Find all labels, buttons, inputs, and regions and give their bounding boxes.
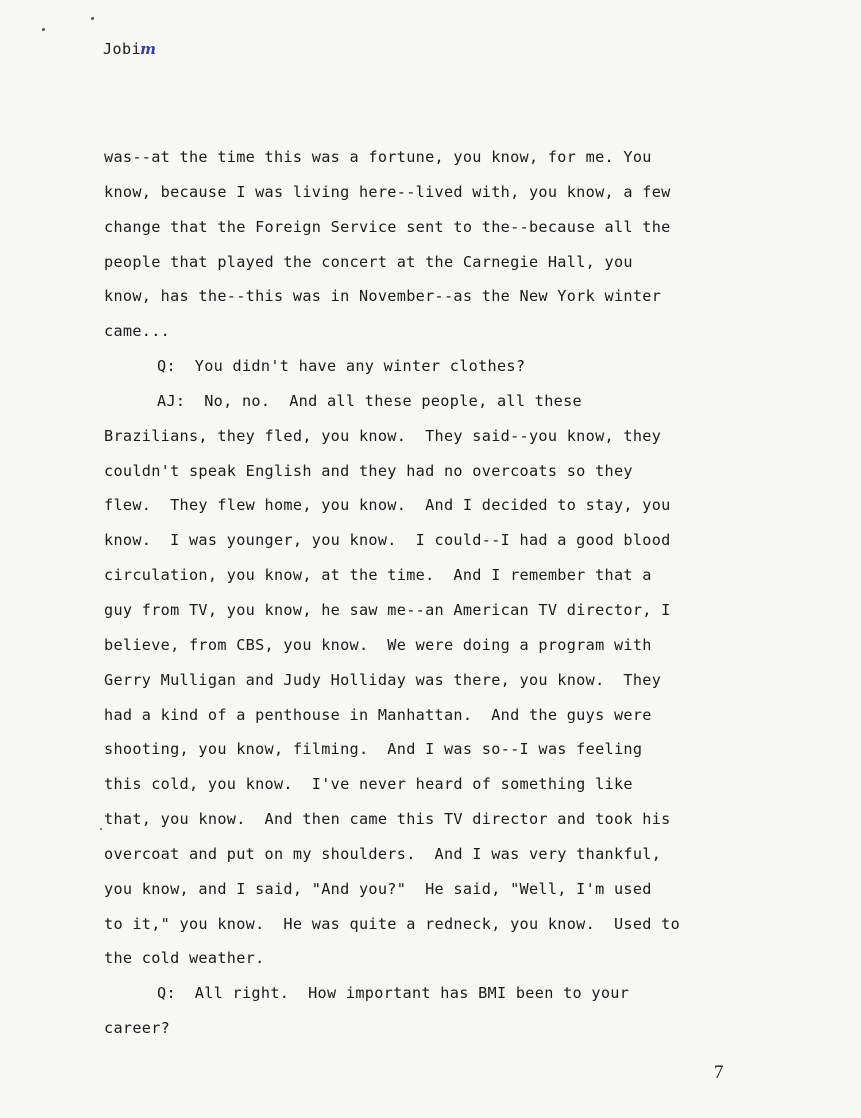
transcript-line: this cold, you know. I've never heard of something like [104, 775, 633, 794]
header-handwritten-mark: m [140, 40, 157, 58]
answer-line: AJ: No, no. And all these people, all these [157, 391, 582, 410]
header-typed-label: Jobi [103, 40, 142, 58]
transcript-line: know, because I was living here--lived with, you know, a few [104, 182, 671, 201]
question-line: Q: You didn't have any winter clothes? [157, 357, 526, 376]
transcript-body [104, 140, 744, 1046]
transcript-line: Gerry Mulligan and Judy Holliday was there, you know. They [104, 670, 662, 689]
transcript-line: was--at the time this was a fortune, you know, for me. You [104, 148, 652, 166]
question-line: Q: All right. How important has BMI been to your [157, 984, 630, 1003]
page-header [103, 40, 157, 58]
transcript-line: shooting, you know, filming. And I was so--I was feeling [104, 740, 643, 759]
transcript-line: came... [104, 322, 171, 341]
transcript-line: had a kind of a penthouse in Manhattan. And the guys were [104, 705, 652, 724]
paper-speck [91, 17, 94, 20]
transcript-line: guy from TV, you know, he saw me--an American TV director, I [104, 600, 671, 619]
transcript-line: the cold weather. [104, 949, 265, 968]
transcript-line: know. I was younger, you know. I could--I had a good blood [104, 531, 671, 550]
paper-speck [100, 828, 102, 830]
transcript-line: know, has the--this was in November--as the New York winter [104, 287, 662, 306]
transcript-line: career? [104, 1019, 171, 1038]
page-number: 7 [714, 1062, 724, 1083]
transcript-line: believe, from CBS, you know. We were doing a program with [104, 635, 652, 654]
transcript-line: that, you know. And then came this TV director and took his [104, 810, 671, 829]
transcript-line: change that the Foreign Service sent to the--because all the [104, 217, 671, 236]
transcript-line: couldn't speak English and they had no overcoats so they [104, 461, 633, 480]
transcript-line: overcoat and put on my shoulders. And I was very thankful, [104, 844, 662, 863]
transcript-line: you know, and I said, "And you?" He said, "Well, I'm used [104, 879, 652, 898]
transcript-line: Brazilians, they fled, you know. They said--you know, they [104, 426, 662, 445]
transcript-line: circulation, you know, at the time. And I remember that a [104, 566, 652, 585]
transcript-line: flew. They flew home, you know. And I decided to stay, you [104, 496, 671, 515]
paper-speck [42, 28, 45, 31]
transcript-line: to it," you know. He was quite a redneck, you know. Used to [104, 914, 681, 933]
transcript-line: people that played the concert at the Carnegie Hall, you [104, 252, 633, 271]
